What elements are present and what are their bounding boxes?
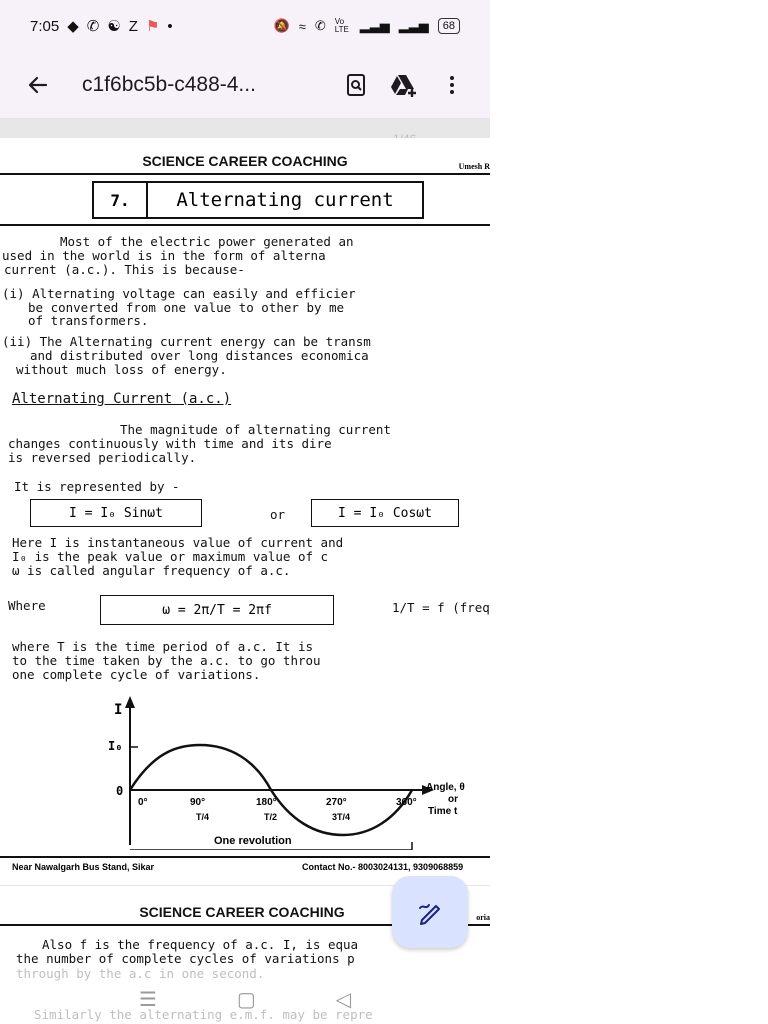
system-nav-bar — [0, 974, 490, 1024]
point2-line-3: without much loss of energy. — [16, 362, 227, 377]
section-text-1: The magnitude of alternating current — [120, 422, 391, 437]
flag-icon: ⚑ — [145, 18, 160, 35]
app-bar — [0, 52, 490, 118]
status-left — [30, 17, 173, 35]
where-t-text-1: where T is the time period of a.c. It is — [12, 639, 314, 654]
page-header — [0, 153, 490, 169]
more-options-button[interactable] — [428, 61, 476, 109]
snapchat-icon: ◆ — [67, 18, 79, 35]
footer-address: Near Nawalgarh Bus Stand, Sikar — [12, 862, 155, 872]
mute-icon: 🔕 — [273, 18, 290, 33]
intro-line-2: used in the world is in the form of alterna — [2, 248, 326, 263]
peak-label: I₀ — [108, 739, 123, 753]
more-vert-icon — [440, 73, 464, 97]
tick-90: 90° — [190, 797, 206, 808]
origin-label: 0 — [116, 784, 124, 798]
chapter-title: Alternating current — [176, 189, 394, 211]
section-text-3: is reversed periodically. — [8, 450, 197, 465]
section-heading: Alternating Current (a.c.) — [12, 391, 232, 407]
page2-line-1: Also f is the frequency of a.c. I, is equa — [42, 937, 359, 952]
point1-line-2: be converted from one value to other by me — [28, 300, 345, 315]
dot-icon: • — [167, 17, 173, 35]
omega-formula: ω = 2π/T = 2πf — [100, 595, 334, 625]
find-in-document-button[interactable] — [332, 61, 380, 109]
pdf-page-1 — [0, 138, 490, 885]
formula-sin: I = I₀ Sinωt — [30, 499, 202, 527]
page-header-title: SCIENCE CAREER COACHING — [142, 153, 348, 169]
whatsapp-icon: ✆ — [86, 18, 100, 35]
where-label: Where — [8, 598, 46, 613]
page-header-right: Umesh R — [458, 162, 490, 171]
or-text: or — [270, 507, 286, 522]
edit-pen-icon — [416, 898, 444, 926]
volte-icon: Vo LTE — [334, 17, 349, 34]
where-t-text-2: to the time taken by the a.c. to go throu — [12, 653, 321, 668]
page2-header-title: SCIENCE CAREER COACHING — [139, 904, 345, 920]
call-icon: ✆ — [314, 18, 326, 33]
point2-line-2: and distributed over long distances economica — [30, 348, 369, 363]
time-t2: T/2 — [264, 812, 278, 822]
x-axis-label-angle: Angle, θ — [426, 782, 465, 793]
revolution-label: One revolution — [214, 835, 292, 847]
chapter-number: 7. — [94, 183, 148, 217]
arrow-left-icon — [26, 73, 50, 97]
time-t4: T/4 — [196, 812, 210, 822]
here-text-1: Here I is instantaneous value of current and — [12, 535, 344, 550]
home-icon[interactable]: ▢ — [236, 988, 256, 1011]
signal-icon: ▂▃▅ — [359, 18, 390, 33]
time-3t4: 3T/4 — [332, 812, 351, 822]
back-nav-icon[interactable]: ◁ — [335, 988, 352, 1011]
page2-line-3: through by the a.c in one second. — [16, 966, 265, 981]
point2-line-1: (ii) The Alternating current energy can be transm — [2, 334, 371, 349]
ac-sine-graph — [100, 690, 490, 850]
intro-line-3: current (a.c.). This is because- — [4, 262, 245, 277]
title-rule — [0, 224, 490, 226]
page2-line-4: Similarly the alternating e.m.f. may be repre — [34, 1007, 373, 1022]
recents-icon[interactable]: ☰ — [138, 988, 157, 1011]
where-t-text-3: one complete cycle of variations. — [12, 667, 261, 682]
signal-2-icon: ▂▃▅ — [398, 18, 429, 33]
formula-cos: I = I₀ Cosωt — [311, 499, 459, 527]
here-text-3: ω is called angular frequency of a.c. — [12, 563, 291, 578]
document-title: c1f6bc5b-c488-4... — [82, 73, 256, 96]
footer-rule — [0, 856, 490, 858]
y-axis-label: I — [114, 702, 123, 718]
clock: 7:05 — [30, 17, 60, 35]
activity-icon: ☯ — [107, 18, 121, 35]
drive-add-icon — [390, 73, 418, 97]
battery-icon: 68 — [438, 18, 460, 34]
footer-contact: Contact No.- 8003024131, 9309068859 — [302, 862, 464, 872]
tick-180: 180° — [256, 797, 277, 808]
here-text-2: I₀ is the peak value or maximum value of c — [12, 549, 329, 564]
represented-by-text: It is represented by - — [14, 479, 180, 494]
page2-header-right: oria — [476, 913, 490, 922]
x-axis-label-time: Time t — [428, 806, 458, 817]
header-rule — [0, 173, 490, 175]
point1-line-1: (i) Alternating voltage can easily and efficier — [2, 286, 356, 301]
intro-line-1: Most of the electric power generated an — [60, 234, 354, 249]
status-bar — [0, 0, 490, 52]
tick-0: 0° — [138, 797, 148, 808]
section-text-2: changes continuously with time and its dire — [8, 436, 332, 451]
point1-line-3: of transformers. — [28, 313, 149, 328]
chapter-title-box — [92, 181, 424, 219]
z-icon: Z — [128, 17, 138, 35]
add-to-drive-button[interactable] — [380, 61, 428, 109]
y-axis-arrow — [125, 696, 135, 708]
tick-270: 270° — [326, 797, 347, 808]
frequency-formula: 1/T = f (freq — [392, 600, 490, 615]
edit-fab[interactable] — [392, 876, 468, 948]
wifi-icon: ≈ — [298, 18, 306, 34]
doc-search-icon — [344, 73, 368, 97]
tick-360: 360° — [396, 797, 417, 808]
page2-line-2: the number of complete cycles of variations p — [16, 951, 355, 966]
status-right — [274, 18, 460, 34]
back-button[interactable] — [14, 61, 62, 109]
x-axis-label-or: or — [448, 794, 458, 805]
